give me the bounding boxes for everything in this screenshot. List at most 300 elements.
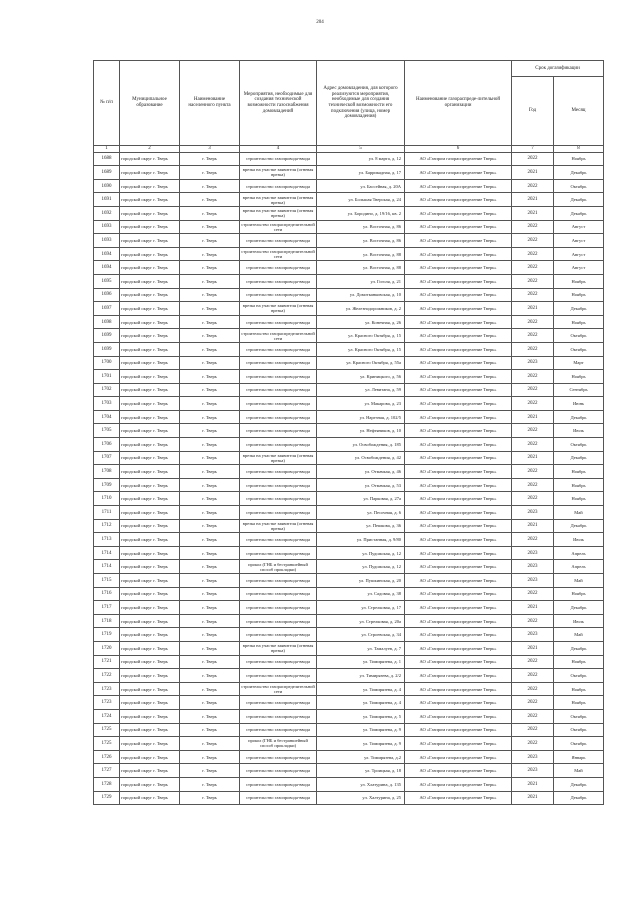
settlement-cell: г. Тверь (180, 383, 240, 397)
organization-cell: АО «Газпром газораспределение Тверь» (405, 492, 512, 506)
organization-cell: АО «Газпром газораспределение Тверь» (405, 628, 512, 642)
year-cell: 2021 (512, 193, 554, 207)
municipality-cell: городской округ г. Тверь (120, 737, 180, 751)
year-cell: 2022 (512, 587, 554, 601)
municipality-cell: городской округ г. Тверь (120, 397, 180, 411)
month-cell: Октябрь (554, 329, 604, 343)
month-cell: Ноябрь (554, 288, 604, 302)
row-number: 1719 (94, 628, 120, 642)
settlement-cell: г. Тверь (180, 628, 240, 642)
settlement-cell: г. Тверь (180, 370, 240, 384)
municipality-cell: городской округ г. Тверь (120, 234, 180, 248)
settlement-cell: г. Тверь (180, 655, 240, 669)
year-cell: 2022 (512, 655, 554, 669)
year-cell: 2022 (512, 737, 554, 751)
organization-cell: АО «Газпром газораспределение Тверь» (405, 193, 512, 207)
month-cell: Октябрь (554, 438, 604, 452)
row-number: 1717 (94, 601, 120, 615)
settlement-cell: г. Тверь (180, 587, 240, 601)
settlement-cell: г. Тверь (180, 478, 240, 492)
settlement-cell: г. Тверь (180, 288, 240, 302)
municipality-cell: городской округ г. Тверь (120, 288, 180, 302)
header-address: Адрес домовладения, для которого реализуются мероприятия, необходимые для создания технической возможности его подключения (улица, номер домовладения) (317, 61, 405, 146)
settlement-cell: г. Тверь (180, 193, 240, 207)
measure-cell: строительство газопровода-ввода (240, 261, 317, 275)
month-cell: Октябрь (554, 723, 604, 737)
organization-cell: АО «Газпром газораспределение Тверь» (405, 206, 512, 220)
row-number: 1729 (94, 791, 120, 805)
year-cell: 2022 (512, 370, 554, 384)
year-cell: 2021 (512, 166, 554, 180)
row-number: 1698 (94, 315, 120, 329)
header-colnum: 8 (554, 146, 604, 153)
settlement-cell: г. Тверь (180, 546, 240, 560)
row-number: 1700 (94, 356, 120, 370)
table-row (94, 628, 604, 642)
measure-cell: строительство газопровода-ввода (240, 723, 317, 737)
address-cell: ул. Красного Октября, д. 15 (317, 329, 405, 343)
year-cell: 2021 (512, 410, 554, 424)
organization-cell: АО «Газпром газораспределение Тверь» (405, 791, 512, 805)
settlement-cell: г. Тверь (180, 465, 240, 479)
organization-cell: АО «Газпром газораспределение Тверь» (405, 383, 512, 397)
organization-cell: АО «Газпром газораспределение Тверь» (405, 777, 512, 791)
settlement-cell: г. Тверь (180, 179, 240, 193)
address-cell: ул. Домотканковская, д. 10 (317, 288, 405, 302)
settlement-cell: г. Тверь (180, 397, 240, 411)
settlement-cell: г. Тверь (180, 302, 240, 316)
measure-cell: строительство газопровода-ввода (240, 655, 317, 669)
organization-cell: АО «Газпром газораспределение Тверь» (405, 601, 512, 615)
address-cell: ул. Пудожская, д. 12 (317, 546, 405, 560)
organization-cell: АО «Газпром газораспределение Тверь» (405, 560, 512, 574)
row-number: 1692 (94, 206, 120, 220)
measure-cell: строительство газопровода-ввода (240, 764, 317, 778)
measure-cell: строительство газораспределительной сети (241, 221, 315, 232)
table-row (94, 342, 604, 356)
organization-cell: АО «Газпром газораспределение Тверь» (405, 723, 512, 737)
year-cell: 2022 (512, 614, 554, 628)
address-cell: ул. Нефтяников, д. 10 (317, 424, 405, 438)
municipality-cell: городской округ г. Тверь (120, 315, 180, 329)
measure-cell: врезка на участке заявителя (огневая врезка) (240, 519, 317, 533)
settlement-cell: г. Тверь (180, 166, 240, 180)
settlement-cell: г. Тверь (180, 424, 240, 438)
row-number: 1708 (94, 465, 120, 479)
address-cell: ул. Восточная, д. 88 (317, 247, 405, 261)
table-row (94, 750, 604, 764)
municipality-cell: городской округ г. Тверь (120, 247, 180, 261)
organization-cell: АО «Газпром газораспределение Тверь» (405, 234, 512, 248)
address-cell: ул. Тимирязева, д. 5 (317, 709, 405, 723)
organization-cell: АО «Газпром газораспределение Тверь» (405, 315, 512, 329)
row-number: 1714 (94, 546, 120, 560)
measure-cell: прокол (ГНБ и бестраншейный способ прокладки) (240, 560, 317, 574)
row-number: 1706 (94, 438, 120, 452)
year-cell: 2021 (512, 601, 554, 615)
municipality-cell: городской округ г. Тверь (120, 424, 180, 438)
row-number: 1715 (94, 574, 120, 588)
measure-cell: строительство газораспределительной сети (241, 684, 315, 695)
row-number: 1718 (94, 614, 120, 628)
gasification-table (93, 60, 604, 805)
organization-cell: АО «Газпром газораспределение Тверь» (405, 587, 512, 601)
address-cell: ул. Тимирязева, д. 1 (317, 655, 405, 669)
month-cell: Декабрь (554, 519, 604, 533)
year-cell: 2022 (512, 288, 554, 302)
row-number: 1689 (94, 166, 120, 180)
month-cell: Декабрь (554, 410, 604, 424)
address-cell: ул. Левитана, д. 59 (317, 383, 405, 397)
year-cell: 2023 (512, 764, 554, 778)
municipality-cell: городской округ г. Тверь (120, 220, 180, 234)
organization-cell: АО «Газпром газораспределение Тверь» (405, 288, 512, 302)
organization-cell: АО «Газпром газораспределение Тверь» (405, 438, 512, 452)
month-cell: Октябрь (554, 342, 604, 356)
organization-cell: АО «Газпром газораспределение Тверь» (405, 302, 512, 316)
address-cell: ул. Железнодорожников, д. 2 (317, 302, 405, 316)
municipality-cell: городской округ г. Тверь (120, 370, 180, 384)
month-cell: Декабрь (554, 777, 604, 791)
header-deadline: Срок догазификации (512, 61, 604, 77)
organization-cell: АО «Газпром газораспределение Тверь» (405, 166, 512, 180)
settlement-cell: г. Тверь (180, 560, 240, 574)
settlement-cell: г. Тверь (180, 206, 240, 220)
settlement-cell: г. Тверь (180, 574, 240, 588)
table-row (94, 587, 604, 601)
address-cell: ул. Тимирязева, д. 4 (317, 696, 405, 710)
measure-cell: строительство газопровода-ввода (240, 383, 317, 397)
table-row (94, 682, 604, 696)
row-number: 1713 (94, 533, 120, 547)
month-cell: Сентябрь (554, 383, 604, 397)
year-cell: 2022 (512, 682, 554, 696)
row-number: 1725 (94, 723, 120, 737)
municipality-cell: городской округ г. Тверь (120, 614, 180, 628)
municipality-cell: городской округ г. Тверь (120, 206, 180, 220)
measure-cell: строительство газопровода-ввода (240, 628, 317, 642)
table-row (94, 315, 604, 329)
settlement-cell: г. Тверь (180, 261, 240, 275)
month-cell: Июль (554, 614, 604, 628)
organization-cell: АО «Газпром газораспределение Тверь» (405, 641, 512, 655)
month-cell: Ноябрь (554, 465, 604, 479)
municipality-cell: городской округ г. Тверь (120, 166, 180, 180)
address-cell: ул. Стрелковая, д. 20а (317, 614, 405, 628)
header-colnum: 5 (317, 146, 405, 153)
municipality-cell: городской округ г. Тверь (120, 641, 180, 655)
year-cell: 2022 (512, 397, 554, 411)
month-cell: Декабрь (554, 601, 604, 615)
year-cell: 2022 (512, 247, 554, 261)
year-cell: 2022 (512, 669, 554, 683)
measure-cell: строительство газопровода-ввода (240, 492, 317, 506)
organization-cell: АО «Газпром газораспределение Тверь» (405, 152, 512, 166)
year-cell: 2022 (512, 438, 554, 452)
year-cell: 2022 (512, 533, 554, 547)
month-cell: Декабрь (554, 791, 604, 805)
month-cell: Август (554, 234, 604, 248)
settlement-cell: г. Тверь (180, 492, 240, 506)
month-cell: Декабрь (554, 206, 604, 220)
year-cell: 2022 (512, 383, 554, 397)
month-cell: Ноябрь (554, 492, 604, 506)
measure-cell: строительство газопровода-ввода (240, 465, 317, 479)
settlement-cell: г. Тверь (180, 315, 240, 329)
municipality-cell: городской округ г. Тверь (120, 655, 180, 669)
year-cell: 2022 (512, 274, 554, 288)
row-number: 1690 (94, 179, 120, 193)
settlement-cell: г. Тверь (180, 791, 240, 805)
year-cell: 2022 (512, 152, 554, 166)
row-number: 1722 (94, 669, 120, 683)
measure-cell: строительство газораспределительной сети (241, 249, 315, 260)
measure-cell: строительство газопровода-ввода (240, 356, 317, 370)
address-cell: ул. Криницкого, д. 56 (317, 370, 405, 384)
address-cell: ул. Конечная, д. 26 (317, 315, 405, 329)
organization-cell: АО «Газпром газораспределение Тверь» (405, 669, 512, 683)
row-number: 1699 (94, 329, 120, 343)
row-number: 1712 (94, 519, 120, 533)
address-cell: ул. Тимирязева, д. 9 (317, 737, 405, 751)
header-colnum: 1 (94, 146, 120, 153)
municipality-cell: городской округ г. Тверь (120, 519, 180, 533)
year-cell: 2023 (512, 574, 554, 588)
month-cell: Август (554, 247, 604, 261)
address-cell: ул. Песочная, д. 6 (317, 506, 405, 520)
organization-cell: АО «Газпром газораспределение Тверь» (405, 682, 512, 696)
organization-cell: АО «Газпром газораспределение Тверь» (405, 506, 512, 520)
year-cell: 2021 (512, 777, 554, 791)
address-cell: ул. Тамалуев, д. 7 (317, 641, 405, 655)
address-cell: ул. Садовая, д. 38 (317, 587, 405, 601)
table-row (94, 179, 604, 193)
month-cell: Август (554, 220, 604, 234)
header-settlement: Наименование населенного пункта (180, 61, 240, 146)
table-row (94, 302, 604, 316)
measure-cell: строительство газопровода-ввода (240, 587, 317, 601)
year-cell: 2021 (512, 302, 554, 316)
year-cell: 2023 (512, 356, 554, 370)
municipality-cell: городской округ г. Тверь (120, 492, 180, 506)
address-cell: ул. Пристанная, д. 9/80 (317, 533, 405, 547)
month-cell: Ноябрь (554, 315, 604, 329)
year-cell: 2021 (512, 791, 554, 805)
month-cell: Август (554, 261, 604, 275)
measure-cell: врезка на участке заявителя (огневая врезка) (240, 166, 317, 180)
row-number: 1701 (94, 370, 120, 384)
row-number: 1691 (94, 193, 120, 207)
row-number: 1709 (94, 478, 120, 492)
measure-cell: строительство газопровода-ввода (240, 274, 317, 288)
organization-cell: АО «Газпром газораспределение Тверь» (405, 614, 512, 628)
settlement-cell: г. Тверь (180, 410, 240, 424)
settlement-cell: г. Тверь (180, 152, 240, 166)
table-row (94, 220, 604, 234)
municipality-cell: городской округ г. Тверь (120, 302, 180, 316)
month-cell: Ноябрь (554, 587, 604, 601)
year-cell: 2023 (512, 750, 554, 764)
address-cell: ул. 8 марта, д. 12 (317, 152, 405, 166)
address-cell: ул. Большая Тверская, д. 24 (317, 193, 405, 207)
organization-cell: АО «Газпром газораспределение Тверь» (405, 546, 512, 560)
table-row (94, 152, 604, 166)
measure-cell: строительство газопровода-ввода (240, 478, 317, 492)
table-row (94, 492, 604, 506)
year-cell: 2022 (512, 315, 554, 329)
municipality-cell: городской округ г. Тверь (120, 465, 180, 479)
year-cell: 2023 (512, 546, 554, 560)
measure-cell: строительство газопровода-ввода (240, 397, 317, 411)
municipality-cell: городской округ г. Тверь (120, 152, 180, 166)
organization-cell: АО «Газпром газораспределение Тверь» (405, 274, 512, 288)
organization-cell: АО «Газпром газораспределение Тверь» (405, 478, 512, 492)
settlement-cell: г. Тверь (180, 329, 240, 343)
header-colnum: 4 (240, 146, 317, 153)
year-cell: 2022 (512, 220, 554, 234)
measure-cell: строительство газопровода-ввода (240, 342, 317, 356)
year-cell: 2022 (512, 261, 554, 275)
measure-cell: строительство газораспределительной сети (241, 330, 315, 341)
header-municipality: Муниципальное образование (120, 61, 180, 146)
header-measures: Мероприятия, необходимые для создания технической возможности газоснабжения домовладений (240, 61, 317, 146)
year-cell: 2022 (512, 465, 554, 479)
row-number: 1720 (94, 641, 120, 655)
municipality-cell: городской округ г. Тверь (120, 723, 180, 737)
table-row (94, 791, 604, 805)
row-number: 1693 (94, 220, 120, 234)
settlement-cell: г. Тверь (180, 764, 240, 778)
year-cell: 2022 (512, 424, 554, 438)
table-body (94, 152, 604, 805)
address-cell: ул. Баррикадная, д. 17 (317, 166, 405, 180)
settlement-cell: г. Тверь (180, 614, 240, 628)
municipality-cell: городской округ г. Тверь (120, 451, 180, 465)
table-row (94, 329, 604, 343)
table-row (94, 370, 604, 384)
organization-cell: АО «Газпром газораспределение Тверь» (405, 261, 512, 275)
settlement-cell: г. Тверь (180, 356, 240, 370)
organization-cell: АО «Газпром газораспределение Тверь» (405, 179, 512, 193)
month-cell: Май (554, 628, 604, 642)
row-number: 1704 (94, 410, 120, 424)
table-row (94, 247, 604, 261)
address-cell: ул. Освобождения, д. 185 (317, 438, 405, 452)
year-cell: 2023 (512, 560, 554, 574)
settlement-cell: г. Тверь (180, 669, 240, 683)
address-cell: ул. Отмачкая, д. 53 (317, 478, 405, 492)
month-cell: Ноябрь (554, 655, 604, 669)
settlement-cell: г. Тверь (180, 641, 240, 655)
measure-cell: строительство газопровода-ввода (240, 438, 317, 452)
measure-cell: строительство газопровода-ввода (240, 152, 317, 166)
municipality-cell: городской округ г. Тверь (120, 669, 180, 683)
address-cell: ул. Халтурина, д. 25 (317, 791, 405, 805)
municipality-cell: городской округ г. Тверь (120, 179, 180, 193)
municipality-cell: городской округ г. Тверь (120, 506, 180, 520)
address-cell: ул. Красного Октября, д. 15 (317, 342, 405, 356)
table-row (94, 274, 604, 288)
organization-cell: АО «Газпром газораспределение Тверь» (405, 329, 512, 343)
settlement-cell: г. Тверь (180, 247, 240, 261)
table-row (94, 574, 604, 588)
address-cell: ул. Красного Октября, д. 55а (317, 356, 405, 370)
month-cell: Декабрь (554, 166, 604, 180)
row-number: 1697 (94, 302, 120, 316)
municipality-cell: городской округ г. Тверь (120, 533, 180, 547)
table-row (94, 737, 604, 751)
year-cell: 2022 (512, 696, 554, 710)
settlement-cell: г. Тверь (180, 601, 240, 615)
address-cell: ул. Отмачкая, д. 46 (317, 465, 405, 479)
table-row (94, 506, 604, 520)
municipality-cell: городской округ г. Тверь (120, 628, 180, 642)
measure-cell: строительство газопровода-ввода (240, 315, 317, 329)
year-cell: 2022 (512, 179, 554, 193)
municipality-cell: городской округ г. Тверь (120, 764, 180, 778)
year-cell: 2022 (512, 709, 554, 723)
organization-cell: АО «Газпром газораспределение Тверь» (405, 465, 512, 479)
table-header (94, 61, 604, 153)
row-number: 1725 (94, 737, 120, 751)
table-row (94, 560, 604, 574)
table-row (94, 383, 604, 397)
row-number: 1702 (94, 383, 120, 397)
address-cell: ул. Строевская, д. 34 (317, 628, 405, 642)
year-cell: 2021 (512, 206, 554, 220)
settlement-cell: г. Тверь (180, 274, 240, 288)
address-cell: ул. Тимирязева, д.2 (317, 750, 405, 764)
municipality-cell: городской округ г. Тверь (120, 750, 180, 764)
month-cell: Декабрь (554, 641, 604, 655)
municipality-cell: городской округ г. Тверь (120, 193, 180, 207)
table-row (94, 166, 604, 180)
organization-cell: АО «Газпром газораспределение Тверь» (405, 397, 512, 411)
row-number: 1710 (94, 492, 120, 506)
address-cell: ул. Тимирязева, д. 9 (317, 723, 405, 737)
settlement-cell: г. Тверь (180, 451, 240, 465)
settlement-cell: г. Тверь (180, 723, 240, 737)
measure-cell: строительство газопровода-ввода (240, 533, 317, 547)
year-cell: 2023 (512, 628, 554, 642)
measure-cell: строительство газопровода-ввода (240, 410, 317, 424)
organization-cell: АО «Газпром газораспределение Тверь» (405, 451, 512, 465)
month-cell: Октябрь (554, 669, 604, 683)
settlement-cell: г. Тверь (180, 709, 240, 723)
year-cell: 2021 (512, 641, 554, 655)
municipality-cell: городской округ г. Тверь (120, 274, 180, 288)
organization-cell: АО «Газпром газораспределение Тверь» (405, 574, 512, 588)
municipality-cell: городской округ г. Тверь (120, 777, 180, 791)
settlement-cell: г. Тверь (180, 682, 240, 696)
row-number: 1716 (94, 587, 120, 601)
row-number: 1707 (94, 451, 120, 465)
month-cell: Декабрь (554, 451, 604, 465)
organization-cell: АО «Газпром газораспределение Тверь» (405, 655, 512, 669)
table-row (94, 519, 604, 533)
row-number: 1724 (94, 709, 120, 723)
organization-cell: АО «Газпром газораспределение Тверь» (405, 342, 512, 356)
header-month: Месяц (554, 77, 604, 146)
table-row (94, 397, 604, 411)
organization-cell: АО «Газпром газораспределение Тверь» (405, 220, 512, 234)
month-cell: Май (554, 506, 604, 520)
table-row (94, 601, 604, 615)
address-cell: ул. Восточная, д. 86 (317, 220, 405, 234)
row-number: 1721 (94, 655, 120, 669)
organization-cell: АО «Газпром газораспределение Тверь» (405, 709, 512, 723)
month-cell: Ноябрь (554, 370, 604, 384)
